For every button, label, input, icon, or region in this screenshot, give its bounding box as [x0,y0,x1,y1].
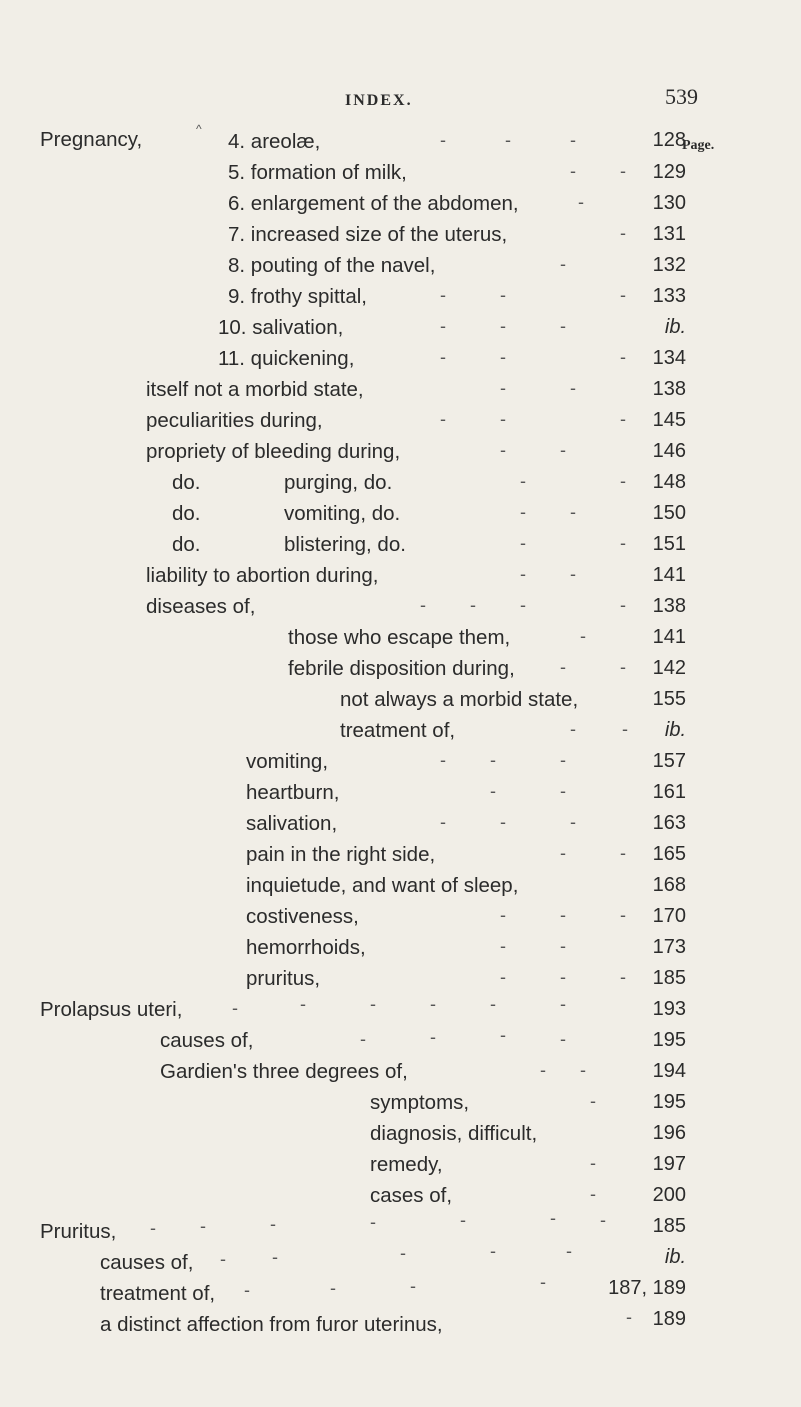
leader-dash: - [620,533,626,553]
leader-dash: - [520,502,526,522]
leader-dash: - [580,626,586,646]
leader-dash: - [520,595,526,615]
index-entry: Gardien's three degrees of, [160,1060,408,1083]
leader-dash: - [520,533,526,553]
leader-dash: - [505,130,511,150]
index-entry-ditto: do. [172,471,201,494]
index-entry: vomiting, do. [284,502,401,525]
leader-dash: - [490,750,496,770]
leader-dash: - [490,781,496,801]
index-page-ref: 128 [652,129,686,151]
index-entry: hemorrhoids, [246,936,366,959]
index-page-ref: 185 [652,1215,686,1237]
leader-dash: - [460,1210,466,1230]
index-entry: causes of, [160,1029,254,1052]
index-page-ref: 195 [652,1091,686,1113]
leader-dash: - [620,967,626,987]
index-page-ref: 146 [652,440,686,462]
leader-dash: - [500,378,506,398]
leader-dash: - [440,285,446,305]
index-page-ref: 141 [652,626,686,648]
index-heading-pruritus: Pruritus, [40,1220,117,1243]
leader-dash: - [470,595,476,615]
index-page-ref: 141 [652,564,686,586]
index-entry: treatment of, [100,1282,216,1305]
index-page-ref: 193 [652,998,686,1020]
leader-dash: - [500,967,506,987]
index-entry: salivation, [246,812,338,835]
index-page-ref: 195 [652,1029,686,1051]
leader-dash: - [560,843,566,863]
leader-dash: - [440,750,446,770]
leader-dash: - [570,502,576,522]
index-entry: heartburn, [246,781,340,804]
index-entry: itself not a morbid state, [146,378,364,401]
leader-dash: - [560,905,566,925]
index-page-ref: 134 [652,347,686,369]
index-page-ref: ib. [664,719,686,741]
leader-dash: - [590,1091,596,1111]
index-entry: a distinct affection from furor uterinus, [100,1313,443,1336]
leader-dash: - [500,285,506,305]
leader-dash: - [500,316,506,336]
index-page-ref: 133 [652,285,686,307]
leader-dash: - [440,130,446,150]
page-column-label: Page. [682,138,715,153]
leader-dash: - [620,347,626,367]
leader-dash: - [570,812,576,832]
leader-dash: - [220,1249,226,1269]
leader-dash: - [580,1060,586,1080]
leader-dash: - [620,409,626,429]
running-head-title: INDEX. [345,92,413,109]
index-entry: pruritus, [246,967,321,990]
leader-dash: - [272,1247,278,1267]
index-entry: treatment of, [340,719,456,742]
leader-dash: - [560,440,566,460]
index-entry: purging, do. [284,471,393,494]
index-page-ref: 170 [652,905,686,927]
leader-dash: - [200,1216,206,1236]
leader-dash: - [570,130,576,150]
leader-dash: - [430,1027,436,1047]
leader-dash: - [620,161,626,181]
leader-dash: - [150,1218,156,1238]
index-page-ref: 148 [652,471,686,493]
leader-dash: - [232,998,238,1018]
leader-dash: - [440,812,446,832]
index-page-ref: 157 [652,750,686,772]
leader-dash: - [620,905,626,925]
index-heading-prolapsus: Prolapsus uteri, [40,998,183,1021]
leader-dash: - [440,409,446,429]
index-entry: costiveness, [246,905,359,928]
index-entry: liability to abortion during, [146,564,379,587]
leader-dash: - [560,967,566,987]
leader-dash: - [440,347,446,367]
leader-dash: - [566,1241,572,1261]
leader-dash: - [520,471,526,491]
index-page-ref: 150 [652,502,686,524]
index-entry: those who escape them, [288,626,511,649]
index-page-ref: 130 [652,192,686,214]
leader-dash: - [500,905,506,925]
index-entry: causes of, [100,1251,194,1274]
index-entry: 7. increased size of the uterus, [228,223,508,246]
index-page-ref: 163 [652,812,686,834]
leader-dash: - [540,1272,546,1292]
leader-dash: - [440,316,446,336]
index-entry: 11. quickening, [218,347,355,370]
index-entry: 6. enlargement of the abdomen, [228,192,519,215]
leader-dash: - [500,812,506,832]
leader-dash: - [620,471,626,491]
index-page-ref: 173 [652,936,686,958]
index-page-ref: 138 [652,378,686,400]
index-entry: 4. areolæ, [228,130,321,153]
leader-dash: - [570,161,576,181]
index-page-ref: 132 [652,254,686,276]
index-entry: peculiarities during, [146,409,323,432]
index-entry: propriety of bleeding during, [146,440,401,463]
leader-dash: - [570,719,576,739]
leader-dash: - [560,750,566,770]
leader-dash: - [560,994,566,1014]
index-entry: 8. pouting of the navel, [228,254,436,277]
leader-dash: - [490,994,496,1014]
leader-dash: - [500,347,506,367]
leader-dash: - [560,781,566,801]
index-page-ref: 138 [652,595,686,617]
index-entry-ditto: do. [172,502,201,525]
leader-dash: - [578,192,584,212]
index-page-ref: 151 [652,533,686,555]
index-page-ref: 196 [652,1122,686,1144]
leader-dash: - [430,994,436,1014]
leader-dash: - [590,1153,596,1173]
index-entry: 5. formation of milk, [228,161,407,184]
leader-dash: - [400,1243,406,1263]
leader-dash: - [500,440,506,460]
leader-dash: - [620,843,626,863]
index-heading-pregnancy: Pregnancy, [40,128,143,151]
leader-dash: - [560,1029,566,1049]
index-page-ref: 197 [652,1153,686,1175]
leader-dash: - [570,564,576,584]
leader-dash: - [540,1060,546,1080]
index-page-ref: 142 [652,657,686,679]
leader-dash: - [490,1241,496,1261]
leader-dash: - [244,1280,250,1300]
index-entry: diseases of, [146,595,256,618]
leader-dash: - [622,719,628,739]
leader-dash: - [620,223,626,243]
index-entry: blistering, do. [284,533,406,556]
leader-dash: - [560,254,566,274]
index-entry: pain in the right side, [246,843,436,866]
index-page-ref: 187, 189 [608,1277,686,1299]
leader-dash: - [560,657,566,677]
index-page-ref: 194 [652,1060,686,1082]
index-page-ref: 145 [652,409,686,431]
index-page-ref: 168 [652,874,686,896]
index-entry: 9. frothy spittal, [228,285,368,308]
index-entry-ditto: do. [172,533,201,556]
leader-dash: - [330,1278,336,1298]
leader-dash: - [500,409,506,429]
leader-dash: - [370,1212,376,1232]
leader-dash: - [600,1210,606,1230]
stray-mark: ^ [196,122,202,136]
leader-dash: - [550,1208,556,1228]
index-entry: remedy, [370,1153,443,1176]
page-number: 539 [665,84,698,109]
index-page-ref: 200 [652,1184,686,1206]
leader-dash: - [420,595,426,615]
leader-dash: - [620,657,626,677]
leader-dash: - [500,1025,506,1045]
leader-dash: - [620,595,626,615]
index-page-ref: 161 [652,781,686,803]
index-entry: not always a morbid state, [340,688,579,711]
index-entry: inquietude, and want of sleep, [246,874,519,897]
index-entry: symptoms, [370,1091,470,1114]
index-entry: febrile disposition during, [288,657,515,680]
index-page-ref: 131 [652,223,686,245]
index-page-ref: ib. [664,1246,686,1268]
leader-dash: - [570,378,576,398]
leader-dash: - [626,1307,632,1327]
leader-dash: - [300,994,306,1014]
index-page-ref: 155 [652,688,686,710]
leader-dash: - [560,316,566,336]
leader-dash: - [560,936,566,956]
leader-dash: - [500,936,506,956]
leader-dash: - [270,1214,276,1234]
leader-dash: - [360,1029,366,1049]
index-page-ref: 165 [652,843,686,865]
index-page-ref: 189 [652,1308,686,1330]
leader-dash: - [620,285,626,305]
index-entry: diagnosis, difficult, [370,1122,538,1145]
index-page-ref: 185 [652,967,686,989]
leader-dash: - [370,994,376,1014]
index-entry: cases of, [370,1184,453,1207]
leader-dash: - [520,564,526,584]
index-page-ref: 129 [652,161,686,183]
leader-dash: - [410,1276,416,1296]
index-entry: 10. salivation, [218,316,344,339]
index-page-ref: ib. [664,316,686,338]
index-entry: vomiting, [246,750,329,773]
leader-dash: - [590,1184,596,1204]
